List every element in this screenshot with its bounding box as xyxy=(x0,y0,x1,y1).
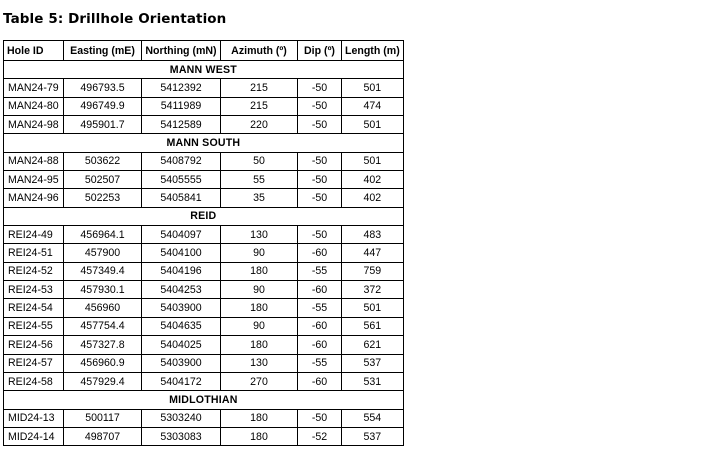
column-header-easting: Easting (mE) xyxy=(64,41,142,61)
length-cell: 501 xyxy=(342,152,404,170)
length-cell: 501 xyxy=(342,116,404,134)
column-header-northing: Northing (mN) xyxy=(142,41,221,61)
drillhole-orientation-table xyxy=(3,40,404,446)
table-row xyxy=(4,79,404,97)
column-header-dip: Dip (º) xyxy=(298,41,342,61)
table-row xyxy=(4,226,404,244)
easting-cell: 457900 xyxy=(64,244,142,262)
table-row xyxy=(4,262,404,280)
hole-id-cell: REI24-57 xyxy=(4,354,64,372)
table-row xyxy=(4,317,404,335)
azimuth-cell: 90 xyxy=(221,281,298,299)
dip-cell: -50 xyxy=(298,97,342,115)
table-row xyxy=(4,299,404,317)
dip-cell: -50 xyxy=(298,189,342,207)
dip-cell: -50 xyxy=(298,152,342,170)
length-cell: 501 xyxy=(342,299,404,317)
header-row xyxy=(4,41,404,61)
azimuth-cell: 215 xyxy=(221,97,298,115)
easting-cell: 503622 xyxy=(64,152,142,170)
azimuth-cell: 130 xyxy=(221,354,298,372)
dip-cell: -52 xyxy=(298,427,342,445)
northing-cell: 5408792 xyxy=(142,152,221,170)
table-row xyxy=(4,372,404,390)
northing-cell: 5404253 xyxy=(142,281,221,299)
hole-id-cell: REI24-53 xyxy=(4,281,64,299)
table-row xyxy=(4,171,404,189)
azimuth-cell: 50 xyxy=(221,152,298,170)
group-label: MIDLOTHIAN xyxy=(4,391,404,409)
dip-cell: -60 xyxy=(298,372,342,390)
hole-id-cell: MID24-14 xyxy=(4,427,64,445)
northing-cell: 5403900 xyxy=(142,354,221,372)
northing-cell: 5403900 xyxy=(142,299,221,317)
group-header-row xyxy=(4,391,404,409)
group-label: MANN SOUTH xyxy=(4,134,404,152)
table-row xyxy=(4,336,404,354)
table-row xyxy=(4,281,404,299)
dip-cell: -60 xyxy=(298,317,342,335)
easting-cell: 456960.9 xyxy=(64,354,142,372)
dip-cell: -60 xyxy=(298,281,342,299)
northing-cell: 5404196 xyxy=(142,262,221,280)
northing-cell: 5303083 xyxy=(142,427,221,445)
column-header-hole-id: Hole ID xyxy=(4,41,64,61)
dip-cell: -60 xyxy=(298,336,342,354)
northing-cell: 5405841 xyxy=(142,189,221,207)
length-cell: 759 xyxy=(342,262,404,280)
easting-cell: 496749.9 xyxy=(64,97,142,115)
group-label: REID xyxy=(4,207,404,225)
azimuth-cell: 130 xyxy=(221,226,298,244)
hole-id-cell: REI24-54 xyxy=(4,299,64,317)
dip-cell: -55 xyxy=(298,299,342,317)
easting-cell: 457930.1 xyxy=(64,281,142,299)
group-header-row xyxy=(4,61,404,79)
easting-cell: 496793.5 xyxy=(64,79,142,97)
dip-cell: -55 xyxy=(298,262,342,280)
table-row xyxy=(4,116,404,134)
length-cell: 561 xyxy=(342,317,404,335)
azimuth-cell: 180 xyxy=(221,409,298,427)
length-cell: 402 xyxy=(342,189,404,207)
length-cell: 537 xyxy=(342,427,404,445)
table-row xyxy=(4,189,404,207)
hole-id-cell: REI24-55 xyxy=(4,317,64,335)
length-cell: 501 xyxy=(342,79,404,97)
hole-id-cell: REI24-52 xyxy=(4,262,64,280)
hole-id-cell: REI24-56 xyxy=(4,336,64,354)
azimuth-cell: 180 xyxy=(221,262,298,280)
azimuth-cell: 180 xyxy=(221,427,298,445)
easting-cell: 502253 xyxy=(64,189,142,207)
northing-cell: 5405555 xyxy=(142,171,221,189)
easting-cell: 456960 xyxy=(64,299,142,317)
table-row xyxy=(4,244,404,262)
table-row xyxy=(4,427,404,445)
dip-cell: -50 xyxy=(298,226,342,244)
length-cell: 537 xyxy=(342,354,404,372)
northing-cell: 5404172 xyxy=(142,372,221,390)
azimuth-cell: 180 xyxy=(221,336,298,354)
hole-id-cell: MAN24-96 xyxy=(4,189,64,207)
easting-cell: 457327.8 xyxy=(64,336,142,354)
northing-cell: 5412392 xyxy=(142,79,221,97)
group-header-row xyxy=(4,207,404,225)
easting-cell: 498707 xyxy=(64,427,142,445)
azimuth-cell: 55 xyxy=(221,171,298,189)
hole-id-cell: MAN24-80 xyxy=(4,97,64,115)
group-header-row xyxy=(4,134,404,152)
azimuth-cell: 215 xyxy=(221,79,298,97)
hole-id-cell: REI24-51 xyxy=(4,244,64,262)
easting-cell: 495901.7 xyxy=(64,116,142,134)
azimuth-cell: 35 xyxy=(221,189,298,207)
northing-cell: 5404635 xyxy=(142,317,221,335)
length-cell: 402 xyxy=(342,171,404,189)
azimuth-cell: 90 xyxy=(221,244,298,262)
column-header-azimuth: Azimuth (º) xyxy=(221,41,298,61)
dip-cell: -50 xyxy=(298,79,342,97)
length-cell: 531 xyxy=(342,372,404,390)
northing-cell: 5412589 xyxy=(142,116,221,134)
northing-cell: 5303240 xyxy=(142,409,221,427)
length-cell: 554 xyxy=(342,409,404,427)
group-label: MANN WEST xyxy=(4,61,404,79)
dip-cell: -55 xyxy=(298,354,342,372)
table-row xyxy=(4,97,404,115)
hole-id-cell: REI24-58 xyxy=(4,372,64,390)
northing-cell: 5404025 xyxy=(142,336,221,354)
azimuth-cell: 220 xyxy=(221,116,298,134)
azimuth-cell: 180 xyxy=(221,299,298,317)
dip-cell: -50 xyxy=(298,116,342,134)
hole-id-cell: MAN24-88 xyxy=(4,152,64,170)
hole-id-cell: REI24-49 xyxy=(4,226,64,244)
hole-id-cell: MID24-13 xyxy=(4,409,64,427)
table-row xyxy=(4,409,404,427)
easting-cell: 456964.1 xyxy=(64,226,142,244)
easting-cell: 502507 xyxy=(64,171,142,189)
hole-id-cell: MAN24-95 xyxy=(4,171,64,189)
hole-id-cell: MAN24-98 xyxy=(4,116,64,134)
easting-cell: 457349.4 xyxy=(64,262,142,280)
azimuth-cell: 270 xyxy=(221,372,298,390)
table-body xyxy=(4,61,404,446)
table-title: Table 5: Drillhole Orientation xyxy=(3,11,227,27)
azimuth-cell: 90 xyxy=(221,317,298,335)
length-cell: 483 xyxy=(342,226,404,244)
easting-cell: 500117 xyxy=(64,409,142,427)
length-cell: 474 xyxy=(342,97,404,115)
table-row xyxy=(4,354,404,372)
easting-cell: 457754.4 xyxy=(64,317,142,335)
length-cell: 372 xyxy=(342,281,404,299)
northing-cell: 5404100 xyxy=(142,244,221,262)
dip-cell: -50 xyxy=(298,171,342,189)
northing-cell: 5411989 xyxy=(142,97,221,115)
hole-id-cell: MAN24-79 xyxy=(4,79,64,97)
length-cell: 621 xyxy=(342,336,404,354)
length-cell: 447 xyxy=(342,244,404,262)
dip-cell: -60 xyxy=(298,244,342,262)
easting-cell: 457929.4 xyxy=(64,372,142,390)
table-header xyxy=(4,41,404,61)
column-header-length: Length (m) xyxy=(342,41,404,61)
dip-cell: -50 xyxy=(298,409,342,427)
northing-cell: 5404097 xyxy=(142,226,221,244)
table-row xyxy=(4,152,404,170)
